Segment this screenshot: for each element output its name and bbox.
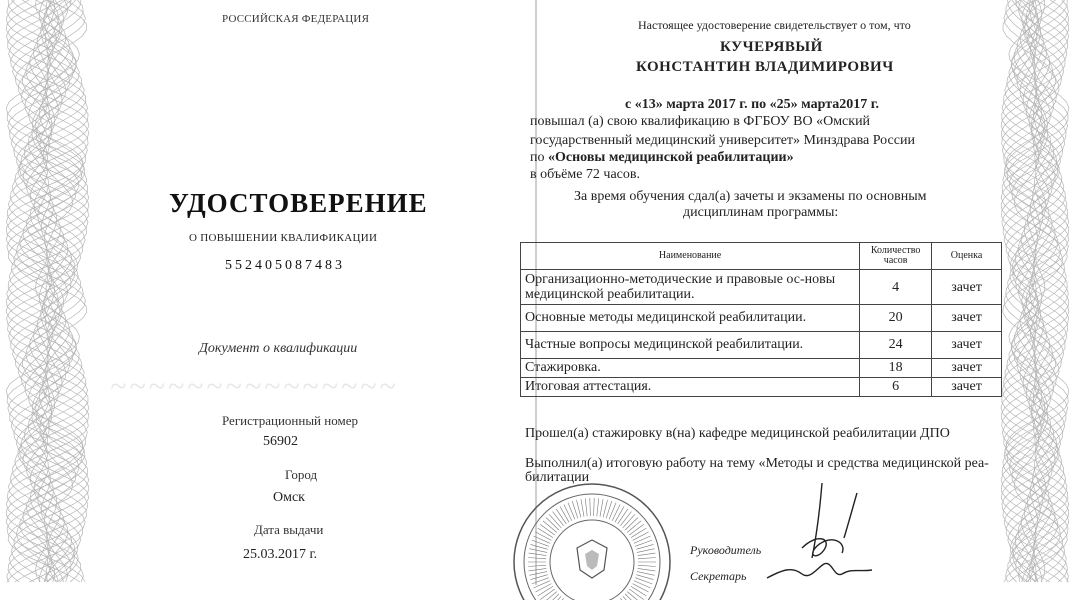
document-subtitle: О ПОВЫШЕНИИ КВАЛИФИКАЦИИ bbox=[189, 232, 378, 244]
secretary-signature-label: Секретарь bbox=[690, 569, 747, 583]
discipline-hours: 6 bbox=[860, 378, 932, 397]
right-page bbox=[525, 0, 1075, 585]
certificate-number: 552405087483 bbox=[225, 258, 345, 273]
table-row bbox=[521, 359, 1002, 378]
institution-line-1: повышал (а) свою квалификацию в ФГБОУ ВО «Омский bbox=[530, 114, 871, 129]
table-row bbox=[521, 378, 1002, 397]
program-prefix: по bbox=[530, 150, 548, 165]
table-header-row bbox=[521, 243, 1002, 270]
issue-date-label: Дата выдачи bbox=[254, 522, 324, 537]
discipline-hours: 20 bbox=[860, 305, 932, 332]
discipline-hours: 24 bbox=[860, 332, 932, 359]
city-value: Омск bbox=[273, 490, 305, 505]
holder-surname: КУЧЕРЯВЫЙ bbox=[720, 39, 823, 55]
training-period: с «13» марта 2017 г. по «25» марта2017 г. bbox=[625, 97, 880, 112]
discipline-name: Итоговая аттестация. bbox=[521, 378, 860, 397]
discipline-name: Основные методы медицинской реабилитации. bbox=[521, 305, 860, 332]
registration-number-label: Регистрационный номер bbox=[222, 413, 358, 428]
institution-line-2: государственный медицинский университет» Минздрава России bbox=[530, 133, 915, 148]
program-volume: в объёме 72 часов. bbox=[530, 167, 640, 182]
table-row bbox=[521, 270, 1002, 305]
city-label: Город bbox=[285, 467, 318, 482]
registration-number-value: 56902 bbox=[263, 434, 298, 449]
discipline-grade: зачет bbox=[932, 378, 1002, 397]
column-header-name: Наименование bbox=[521, 243, 860, 270]
head-signature-label: Руководитель bbox=[690, 543, 762, 557]
handwritten-signatures bbox=[762, 478, 877, 585]
table-row bbox=[521, 332, 1002, 359]
program-name: «Основы медицинской реабилитации» bbox=[548, 150, 794, 165]
right-border-ornament bbox=[995, 0, 1075, 585]
discipline-name: Стажировка. bbox=[521, 359, 860, 378]
exams-statement-1: За время обучения сдал(а) зачеты и экзамены по основным bbox=[574, 189, 927, 204]
discipline-grade: зачет bbox=[932, 359, 1002, 378]
program-line bbox=[530, 150, 794, 166]
holder-given-names: КОНСТАНТИН ВЛАДИМИРОВИЧ bbox=[636, 59, 894, 75]
background-watermark: ~~~~~~~~~~~~~~~ bbox=[110, 370, 399, 403]
country-heading: РОССИЙСКАЯ ФЕДЕРАЦИЯ bbox=[222, 13, 370, 25]
discipline-name: Организационно-методические и правовые ос-новы медицинской реабилитации. bbox=[521, 270, 860, 305]
left-border-ornament bbox=[0, 0, 95, 585]
official-seal bbox=[507, 470, 677, 600]
discipline-name: Частные вопросы медицинской реабилитации. bbox=[521, 332, 860, 359]
final-work-statement: Выполнил(а) итоговую работу на тему «Методы и средства медицинской реа- bbox=[525, 456, 989, 471]
column-header-grade: Оценка bbox=[932, 243, 1002, 270]
document-type: Документ о квалификации bbox=[199, 341, 358, 356]
issue-date-value: 25.03.2017 г. bbox=[243, 547, 318, 562]
discipline-hours: 18 bbox=[860, 359, 932, 378]
document-title: УДОСТОВЕРЕНИЕ bbox=[169, 188, 428, 218]
discipline-hours: 4 bbox=[860, 270, 932, 305]
discipline-grade: зачет bbox=[932, 305, 1002, 332]
left-page bbox=[0, 0, 536, 585]
table-row bbox=[521, 305, 1002, 332]
disciplines-table bbox=[520, 242, 1002, 397]
exams-statement-2: дисциплинам программы: bbox=[683, 205, 839, 220]
final-work-statement-continued: билитации bbox=[525, 470, 590, 485]
column-header-hours: Количество часов bbox=[860, 243, 932, 270]
discipline-grade: зачет bbox=[932, 270, 1002, 305]
intro-text: Настоящее удостоверение свидетельствует о том, что bbox=[638, 18, 911, 32]
discipline-grade: зачет bbox=[932, 332, 1002, 359]
internship-statement: Прошел(а) стажировку в(на) кафедре медицинской реабилитации ДПО bbox=[525, 426, 950, 441]
